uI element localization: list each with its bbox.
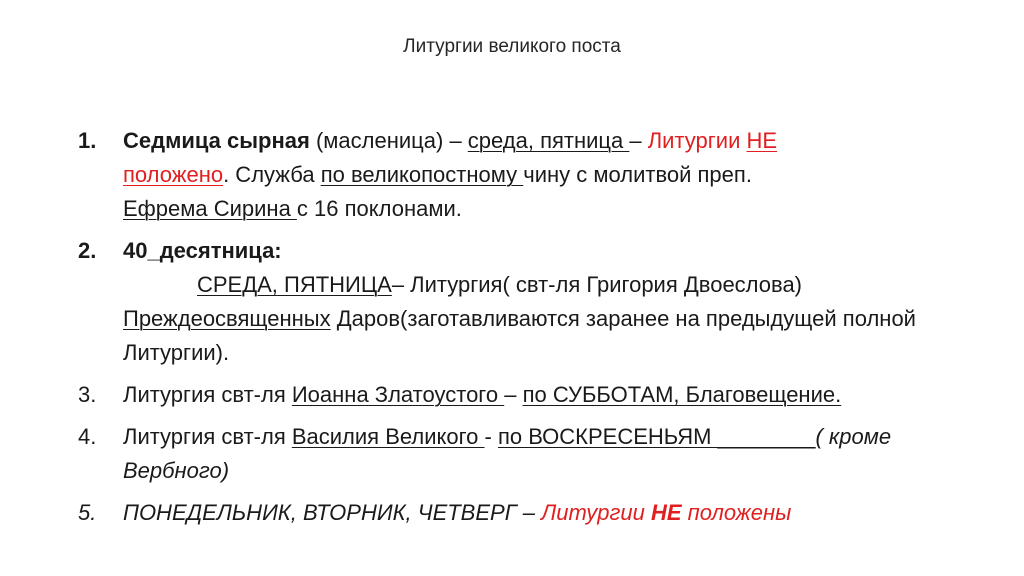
- red-bold-text: НЕ: [650, 500, 682, 525]
- item-number: 4.: [78, 424, 97, 449]
- text-span: . Служба: [223, 162, 321, 187]
- list-item-2: [78, 234, 948, 370]
- list-item-4: [78, 420, 948, 488]
- item-number: 1.: [78, 128, 97, 153]
- red-text: Литургии: [647, 128, 747, 153]
- underlined-text: по великопостному: [320, 162, 524, 187]
- underlined-text: Преждеосвященных: [123, 306, 331, 331]
- text-span: -: [484, 424, 498, 449]
- italic-text: ( кроме Вербного): [123, 424, 892, 483]
- text-span: – Литургия( свт-ля Григория Двоеслова): [391, 272, 803, 297]
- item-heading: 40_десятница:: [123, 238, 282, 263]
- underlined-text: Иоанна Златоустого: [291, 382, 505, 407]
- underlined-text: СРЕДА, ПЯТНИЦА: [197, 272, 392, 297]
- text-span: с 16 поклонами.: [296, 196, 462, 221]
- text-span: (масленица) –: [309, 128, 468, 153]
- item-number: 5.: [78, 500, 97, 525]
- slide-title: Литургии великого поста: [403, 36, 621, 57]
- list-item-3: [78, 378, 948, 412]
- red-underlined-text: НЕ: [746, 128, 778, 153]
- text-span: –: [629, 128, 648, 153]
- list-item-5: [78, 496, 948, 530]
- red-italic-text: положены: [681, 500, 792, 525]
- text-span: –: [504, 382, 523, 407]
- text-span: Даров(заготавливаются заранее на предыдущей полной Литургии).: [123, 306, 916, 365]
- text-span: чину с молитвой преп.: [523, 162, 752, 187]
- text-span: Литургия свт-ля: [123, 382, 292, 407]
- underlined-text: по СУББОТАМ, Благовещение.: [522, 382, 842, 407]
- item-number: 3.: [78, 382, 97, 407]
- underlined-text: Ефрема Сирина: [123, 196, 297, 221]
- italic-text: ПОНЕДЕЛЬНИК, ВТОРНИК, ЧЕТВЕРГ –: [123, 500, 542, 525]
- text-span: Литургия свт-ля: [123, 424, 292, 449]
- liturgy-list: [78, 124, 948, 530]
- item-number: 2.: [78, 238, 97, 263]
- underlined-text: среда, пятница: [467, 128, 630, 153]
- underlined-text: по ВОСКРЕСЕНЬЯМ ________: [497, 424, 816, 449]
- item-heading: Седмица сырная: [123, 128, 310, 153]
- underlined-text: Василия Великого: [291, 424, 485, 449]
- red-italic-text: Литургии: [541, 500, 651, 525]
- list-item-1: [78, 124, 948, 226]
- red-underlined-text: положено: [123, 162, 224, 187]
